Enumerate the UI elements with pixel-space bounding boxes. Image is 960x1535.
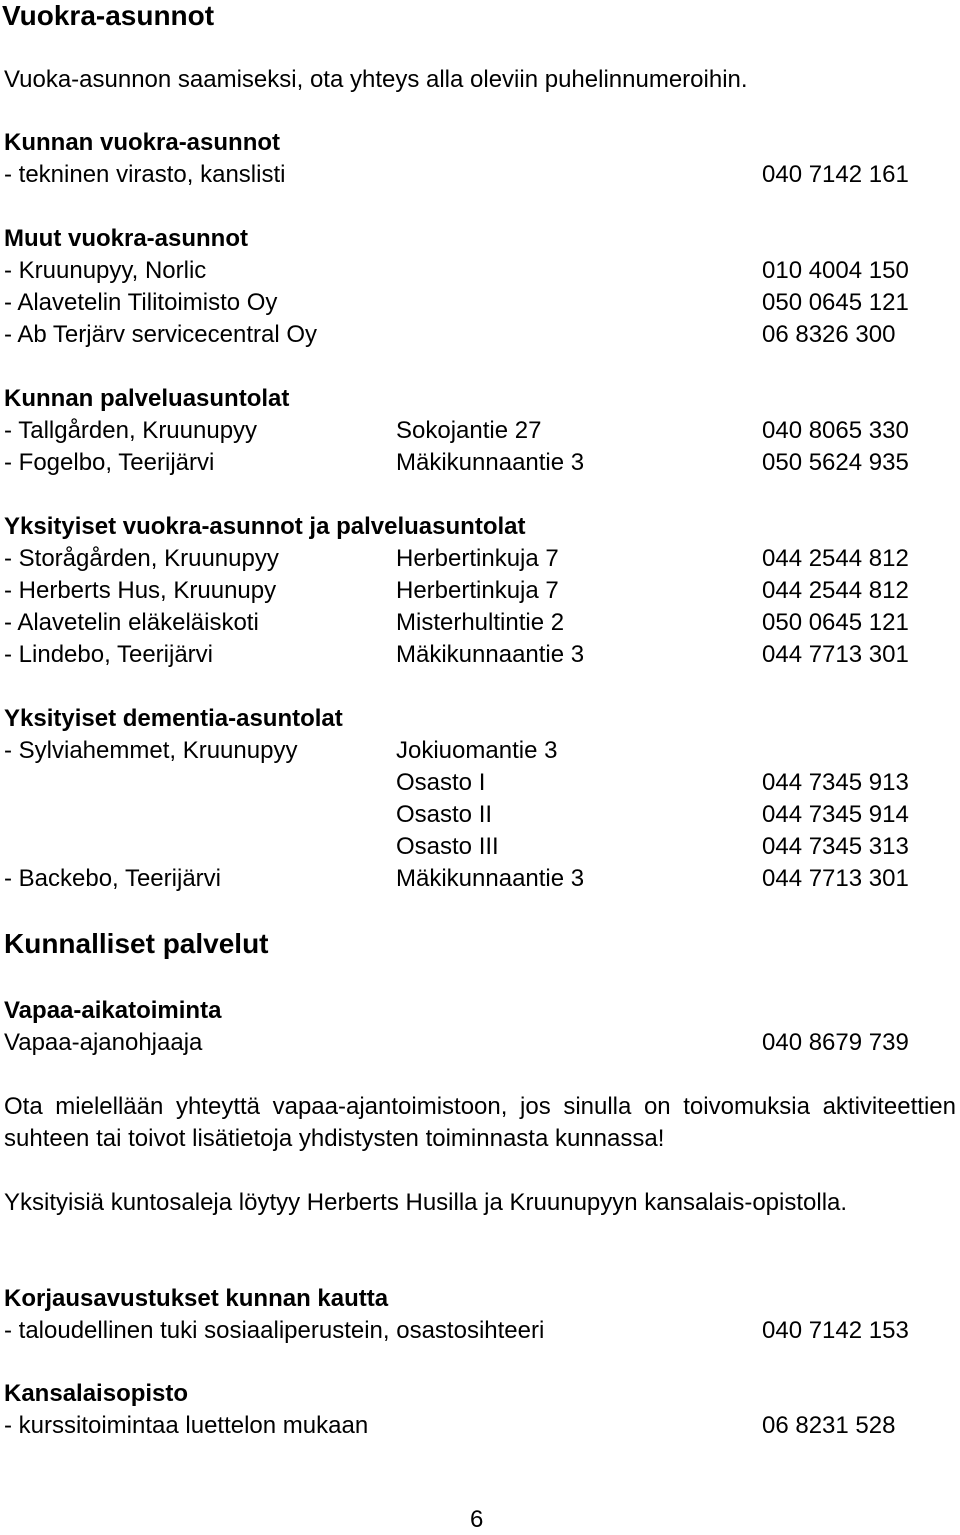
section-heading-muut-vuokra: Muut vuokra-asunnot	[4, 225, 248, 252]
row-name: - Sylviahemmet, Kruunupyy	[4, 737, 298, 764]
row-name: - Ab Terjärv servicecentral Oy	[4, 321, 317, 348]
row-address: Sokojantie 27	[396, 417, 542, 444]
row-name: - Tallgården, Kruunupyy	[4, 417, 258, 444]
row-name: - Kruunupyy, Norlic	[4, 257, 207, 284]
row-phone: 040 8679 739	[762, 1029, 909, 1056]
section-heading-yksityiset-vuokra: Yksityiset vuokra-asunnot ja palveluasuntolat	[4, 513, 526, 540]
page-title: Vuokra-asunnot	[2, 0, 215, 31]
section-heading-dementia: Yksityiset dementia-asuntolat	[4, 705, 343, 732]
row-name: - Backebo, Teerijärvi	[4, 865, 221, 892]
section-heading-kunnalliset: Kunnalliset palvelut	[4, 928, 269, 959]
row-address: Jokiuomantie 3	[396, 737, 558, 764]
row-name: - Alavetelin Tilitoimisto Oy	[4, 289, 278, 316]
row-phone: 040 7142 153	[762, 1317, 909, 1344]
row-address: Mäkikunnaantie 3	[396, 865, 585, 892]
row-phone: 044 2544 812	[762, 577, 909, 604]
row-phone: 044 7713 301	[762, 865, 909, 892]
row-address: Osasto II	[396, 801, 493, 828]
row-address: Osasto III	[396, 833, 499, 860]
row-name: Vapaa-ajanohjaaja	[4, 1029, 203, 1056]
paragraph-vapaa-info: Ota mielellään yhteyttä vapaa-ajantoimistoon, jos sinulla on toivomuksia aktiviteettien suhteen tai toivot lisätietoja yhdistysten toiminnasta kunnassa!	[4, 1093, 956, 1152]
row-phone: 044 7345 913	[762, 769, 909, 796]
row-name: - Herberts Hus, Kruunupy	[4, 577, 277, 604]
row-phone: 06 8326 300	[762, 321, 896, 348]
row-phone: 044 7345 914	[762, 801, 909, 828]
page-number: 6	[470, 1506, 484, 1533]
row-phone: 010 4004 150	[762, 257, 909, 284]
section-heading-kunnan-palvelu: Kunnan palveluasuntolat	[4, 385, 290, 412]
paragraph-kuntosali: Yksityisiä kuntosaleja löytyy Herberts Husilla ja Kruunupyyn kansalais-opistolla.	[4, 1189, 848, 1216]
row-phone: 044 7345 313	[762, 833, 909, 860]
row-phone: 06 8231 528	[762, 1412, 896, 1439]
row-address: Herbertinkuja 7	[396, 545, 559, 572]
row-phone: 044 7713 301	[762, 641, 909, 668]
row-phone: 050 5624 935	[762, 449, 909, 476]
row-address: Mäkikunnaantie 3	[396, 641, 585, 668]
row-phone: 044 2544 812	[762, 545, 909, 572]
row-phone: 050 0645 121	[762, 289, 909, 316]
row-address: Herbertinkuja 7	[396, 577, 559, 604]
section-heading-korjaus: Korjausavustukset kunnan kautta	[4, 1285, 389, 1312]
row-name: - Lindebo, Teerijärvi	[4, 641, 214, 668]
section-heading-kunnan-vuokra: Kunnan vuokra-asunnot	[4, 129, 281, 156]
row-name: - kurssitoimintaa luettelon mukaan	[4, 1412, 369, 1439]
row-name: - tekninen virasto, kanslisti	[4, 161, 286, 188]
row-name: - Fogelbo, Teerijärvi	[4, 449, 215, 476]
row-address: Mäkikunnaantie 3	[396, 449, 585, 476]
row-name: - Storågården, Kruunupyy	[4, 545, 279, 572]
row-phone: 040 7142 161	[762, 161, 909, 188]
section-heading-kansalaisopisto: Kansalaisopisto	[4, 1380, 189, 1407]
row-address: Osasto I	[396, 769, 486, 796]
section-heading-vapaa: Vapaa-aikatoiminta	[4, 997, 222, 1024]
row-phone: 040 8065 330	[762, 417, 909, 444]
intro-text: Vuoka-asunnon saamiseksi, ota yhteys alla oleviin puhelinnumeroihin.	[4, 66, 748, 93]
row-name: - Alavetelin eläkeläiskoti	[4, 609, 259, 636]
row-address: Misterhultintie 2	[396, 609, 565, 636]
row-phone: 050 0645 121	[762, 609, 909, 636]
row-name: - taloudellinen tuki sosiaaliperustein, osastosihteeri	[4, 1317, 545, 1344]
